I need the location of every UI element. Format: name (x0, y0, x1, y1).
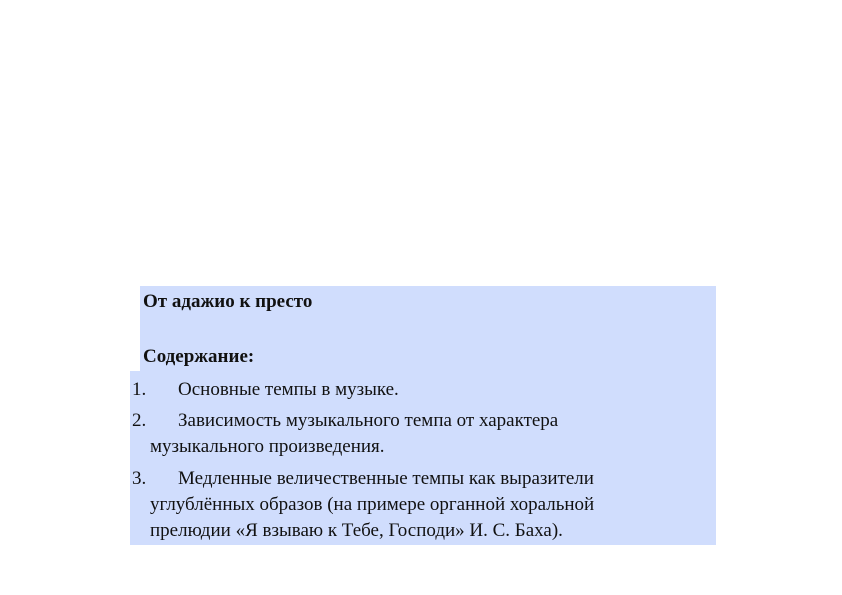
list-item-line: прелюдии «Я взываю к Тебе, Господи» И. С. Баха). (150, 520, 563, 541)
list-item (130, 466, 710, 544)
list-item-line: Зависимость музыкального темпа от характера (178, 410, 559, 431)
document-title: От адажио к престо (143, 291, 313, 312)
list-item-line: Основные темпы в музыке. (178, 379, 399, 400)
list-item-line: углублённых образов (на примере органной хоральной (150, 494, 595, 515)
list-item-line: музыкального произведения. (150, 436, 385, 457)
list-item-number: 1. (132, 379, 147, 400)
list-item (130, 377, 710, 403)
list-item-number: 2. (132, 410, 147, 431)
list-item (130, 408, 710, 460)
list-item-line: Медленные величественные темпы как выразители (178, 468, 594, 489)
contents-heading: Содержание: (143, 346, 255, 367)
list-item-number: 3. (132, 468, 147, 489)
